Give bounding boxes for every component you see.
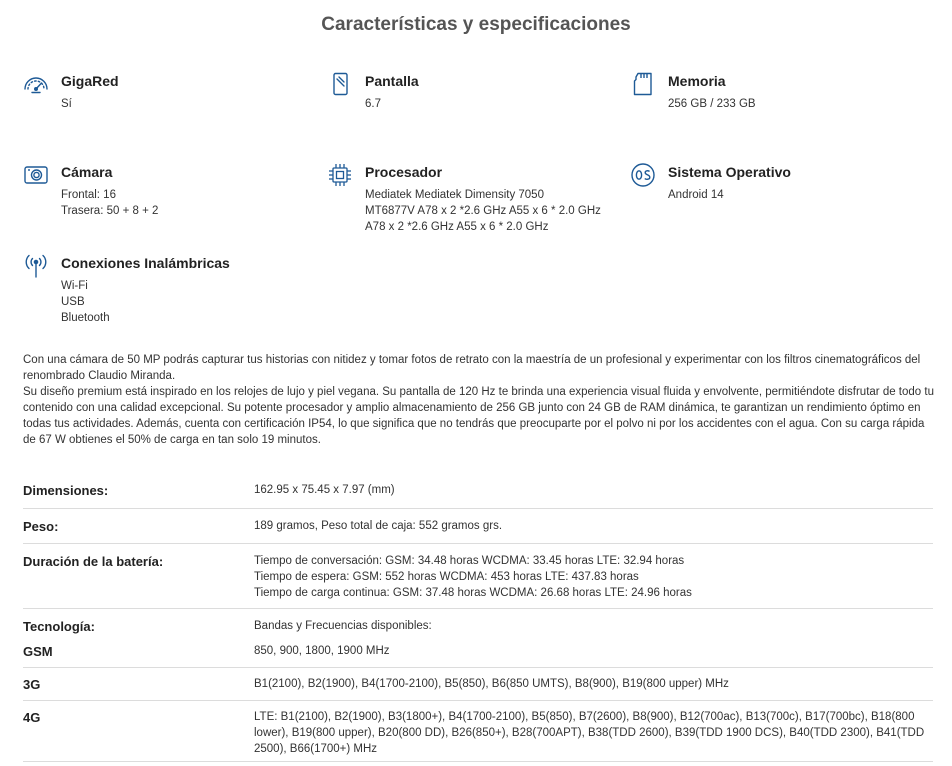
feature-pantalla: [327, 71, 617, 121]
feature-value: Trasera: 50 + 8 + 2: [61, 205, 159, 217]
feature-value: 256 GB / 233 GB: [668, 98, 756, 110]
wireless-antenna-icon: [23, 253, 49, 279]
feature-value: Wi-Fi: [61, 280, 88, 292]
feature-camara: [23, 162, 313, 228]
spec-label: Tecnología:: [23, 619, 95, 634]
feature-value: Android 14: [668, 189, 724, 201]
description-paragraph: Con una cámara de 50 MP podrás capturar tus historias con nitidez y tomar fotos de retrato con la maestría de un profesional y experimentar con los filtros cinematográficos del renombrado Claudio Miranda.: [23, 354, 921, 382]
feature-title: Conexiones Inalámbricas: [61, 255, 230, 271]
smartphone-icon: [327, 71, 353, 97]
camera-icon: [23, 162, 49, 188]
spec-label: Dimensiones:: [23, 483, 109, 498]
spec-label: 4G: [23, 710, 41, 725]
feature-title: Cámara: [61, 164, 113, 180]
spec-value: 189 gramos, Peso total de caja: 552 gramos grs.: [254, 520, 503, 532]
feature-memoria: [630, 71, 920, 121]
feature-value: Sí: [61, 98, 72, 110]
sd-card-icon: [630, 71, 656, 97]
spec-row-3g: [23, 668, 933, 701]
speedometer-icon: [23, 71, 49, 97]
feature-value: Frontal: 16: [61, 189, 116, 201]
feature-value: USB: [61, 296, 85, 308]
spec-value: 850, 900, 1800, 1900 MHz: [254, 645, 390, 657]
feature-value: A78 x 2 *2.6 GHz A55 x 6 * 2.0 GHz: [365, 221, 549, 233]
feature-title: GigaRed: [61, 73, 119, 89]
page-title: Características y especificaciones: [321, 14, 631, 35]
os-icon: [630, 162, 656, 188]
spec-value-line: Tiempo de conversación: GSM: 34.48 horas WCDMA: 33.45 horas LTE: 32.94 horas: [254, 555, 685, 567]
product-description: [23, 352, 935, 448]
spec-row-dimensiones: [23, 472, 933, 509]
spec-row-4g: [23, 701, 933, 762]
description-paragraph: Su diseño premium está inspirado en los relojes de lujo y piel vegana. Su pantalla de 120 Hz te brinda una experiencia visual fluida y envolvente, permitiéndote disfrutar de todo tu contenido con una calidad excepcional. Su potente procesador y amplio almacenamiento de 256 GB junto con 24 GB de RAM dinámica, te garantizan un rendimiento óptimo en todas tus actividades. Además, cuenta con certificación IP54, lo que significa que no tendrás que preocuparte por el polvo ni por los accidentes con el agua. Con su carga rápida de 67 W obtienes el 50% de carga en tan solo 19 minutos.: [23, 386, 934, 446]
spec-label: GSM: [23, 644, 53, 659]
spec-value-line: Tiempo de carga continua: GSM: 37.48 horas WCDMA: 26.68 horas LTE: 24.96 horas: [254, 587, 692, 599]
feature-title: Procesador: [365, 164, 443, 180]
feature-title: Pantalla: [365, 73, 419, 89]
spec-row-bateria: [23, 544, 933, 609]
feature-value: Mediatek Mediatek Dimensity 7050: [365, 189, 544, 201]
spec-value-line: 2500), B66(1700+) MHz: [254, 743, 378, 755]
processor-chip-icon: [327, 162, 353, 188]
feature-gigared: [23, 71, 313, 121]
specs-table: [23, 472, 933, 762]
spec-value-line: LTE: B1(2100), B2(1900), B3(1800+), B4(1700-2100), B5(850), B7(2600), B8(900), B12(700ac), B13(700c), B17(700bc), B18(800: [254, 711, 915, 723]
feature-title: Memoria: [668, 73, 726, 89]
feature-conexiones: [23, 253, 313, 335]
feature-value: Bluetooth: [61, 312, 110, 324]
feature-title: Sistema Operativo: [668, 164, 791, 180]
spec-row-tecnologia: [23, 609, 933, 668]
feature-value: MT6877V A78 x 2 *2.6 GHz A55 x 6 * 2.0 GHz: [365, 205, 601, 217]
feature-procesador: [327, 162, 617, 244]
feature-sistema-operativo: [630, 162, 920, 212]
spec-value: 162.95 x 75.45 x 7.97 (mm): [254, 484, 395, 496]
spec-label: 3G: [23, 677, 41, 692]
spec-value: B1(2100), B2(1900), B4(1700-2100), B5(850), B6(850 UMTS), B8(900), B19(800 upper) MHz: [254, 678, 729, 690]
spec-label: Duración de la batería:: [23, 554, 164, 569]
feature-value: 6.7: [365, 98, 381, 110]
spec-row-peso: [23, 509, 933, 544]
spec-label: Peso:: [23, 519, 59, 534]
spec-value: Bandas y Frecuencias disponibles:: [254, 620, 432, 632]
spec-value-line: Tiempo de espera: GSM: 552 horas WCDMA: 453 horas LTE: 437.83 horas: [254, 571, 639, 583]
spec-value-line: lower), B19(800 upper), B20(800 DD), B26(850+), B28(700APT), B38(TDD 2600), B39(TDD 1900 DCS), B40(TDD 2300), B41(TDD: [254, 727, 925, 739]
